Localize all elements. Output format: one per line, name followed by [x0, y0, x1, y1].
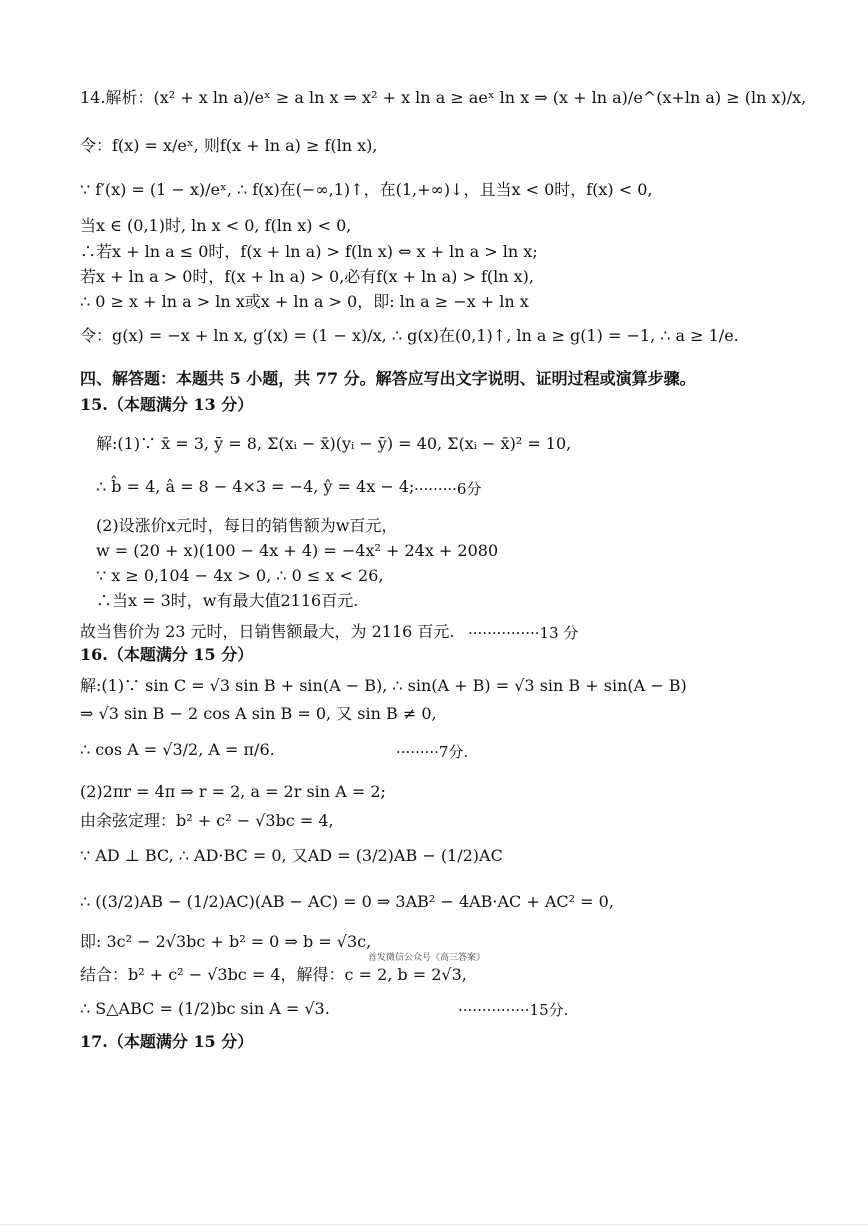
- q14-line-1: 14.解析：(x² + x ln a)/eˣ ≥ a ln x ⇒ x² + x ln a ≥ aeˣ ln x ⇒ (x + ln a)/e^(x+ln a) ≥ (ln x)/x,: [80, 88, 807, 107]
- q14-line-5: ∴若x + ln a ≤ 0时，f(x + ln a) > f(ln x) ⇔ x + ln a > ln x;: [80, 242, 538, 261]
- q15-line-2: ∴ b̂ = 4, â = 8 − 4×3 = −4, ŷ = 4x − 4;: [96, 477, 415, 496]
- q16-line-9: 结合：b² + c² − √3bc = 4，解得：c = 2, b = 2√3,: [80, 965, 467, 984]
- q16-line-3: ∴ cos A = √3/2, A = π/6.: [80, 740, 275, 759]
- q14-line-6: 若x + ln a > 0时，f(x + ln a) > 0,必有f(x + ln a) > f(ln x),: [80, 267, 534, 286]
- q15-score-mark-1: ·········6分: [414, 480, 482, 498]
- q16-line-4: (2)2πr = 4π ⇒ r = 2, a = 2r sin A = 2;: [80, 782, 386, 801]
- q16-line-6: ∵ AD ⊥ BC, ∴ AD·BC = 0, 又AD = (3/2)AB − (1/2)AC: [80, 846, 503, 865]
- q14-line-7: ∴ 0 ≥ x + ln a > ln x或x + ln a > 0，即: ln a ≥ −x + ln x: [80, 292, 529, 311]
- page-bottom-divider: [0, 1224, 868, 1225]
- q16-line-10: ∴ S△ABC = (1/2)bc sin A = √3.: [80, 999, 330, 1018]
- q14-line-4: 当x ∈ (0,1)时, ln x < 0, f(ln x) < 0,: [80, 216, 352, 235]
- q16-title: 16.（本题满分 15 分）: [80, 645, 254, 664]
- q14-line-8: 令：g(x) = −x + ln x, g′(x) = (1 − x)/x, ∴ g(x)在(0,1)↑, ln a ≥ g(1) = −1, ∴ a ≥ 1/e.: [80, 326, 739, 345]
- q16-line-1: 解:(1)∵ sin C = √3 sin B + sin(A − B), ∴ sin(A + B) = √3 sin B + sin(A − B): [80, 676, 687, 695]
- q16-line-7: ∴ ((3/2)AB − (1/2)AC)(AB − AC) = 0 ⇒ 3AB² − 4AB·AC + AC² = 0,: [80, 892, 614, 911]
- section-heading: 四、解答题：本题共 5 小题，共 77 分。解答应写出文字说明、证明过程或演算步骤。: [80, 369, 696, 388]
- q16-line-5: 由余弦定理：b² + c² − √3bc = 4,: [80, 811, 334, 830]
- q15-score-mark-2: ···············13 分: [468, 624, 579, 642]
- q14-line-2: 令：f(x) = x/eˣ, 则f(x + ln a) ≥ f(ln x),: [80, 136, 378, 155]
- q15-line-1: 解:(1)∵ x̄ = 3, ȳ = 8, Σ(xᵢ − x̄)(yᵢ − ȳ) = 40, Σ(xᵢ − x̄)² = 10,: [96, 434, 572, 453]
- watermark-text: 首发微信公众号《高三答案》: [368, 953, 486, 963]
- q15-line-5: ∵ x ≥ 0,104 − 4x > 0, ∴ 0 ≤ x < 26,: [96, 566, 384, 585]
- q17-title: 17.（本题满分 15 分）: [80, 1032, 254, 1051]
- q15-line-6: ∴当x = 3时，w有最大值2116百元.: [96, 591, 359, 610]
- q16-score-mark-1: ·········7分.: [396, 743, 469, 761]
- q16-line-2: ⇒ √3 sin B − 2 cos A sin B = 0, 又 sin B ≠ 0,: [80, 704, 437, 723]
- q16-line-8: 即: 3c² − 2√3bc + b² = 0 ⇒ b = √3c,: [80, 932, 372, 951]
- q15-conclusion: 故当售价为 23 元时，日销售额最大，为 2116 百元.: [80, 622, 455, 641]
- q16-score-mark-2: ···············15分.: [458, 1001, 569, 1019]
- q14-line-3: ∵ f′(x) = (1 − x)/eˣ, ∴ f(x)在(−∞,1)↑，在(1,+∞)↓，且当x < 0时，f(x) < 0,: [80, 180, 653, 199]
- q15-line-4: w = (20 + x)(100 − 4x + 4) = −4x² + 24x + 2080: [96, 541, 499, 560]
- q15-title: 15.（本题满分 13 分）: [80, 395, 254, 414]
- q15-line-3: (2)设涨价x元时，每日的销售额为w百元，: [96, 516, 398, 535]
